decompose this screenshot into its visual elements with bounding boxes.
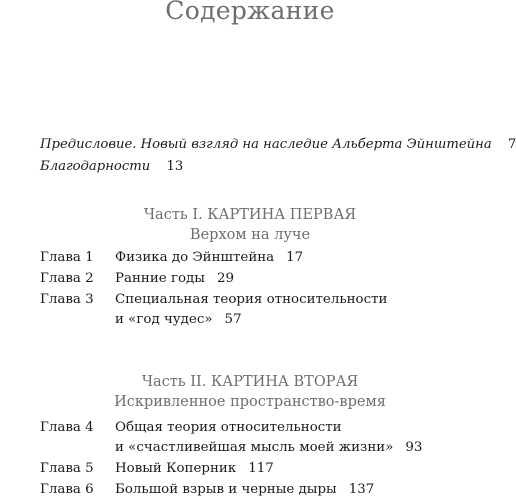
chapter-title-continuation: и «счастливейшая мысль моей жизни» [115,440,394,455]
chapter-title: Общая теория относительности [115,420,342,435]
page-number: 137 [348,482,375,497]
page-number: 13 [166,159,184,174]
page-number: 29 [216,271,234,286]
part-heading [0,372,500,412]
page-number: 17 [286,250,304,265]
page-number: 117 [248,461,274,476]
page-number: 93 [405,440,423,455]
chapter-title: Большой взрыв и черные дыры [115,482,337,497]
part-label: Часть II. КАРТИНА ВТОРАЯ [141,374,359,390]
chapter-title-continuation: и «год чудес» [115,312,213,327]
page-title: Содержание [165,0,335,25]
part-subtitle: Искривленное пространство-время [114,394,386,410]
chapter-label: Глава 2 [40,271,94,286]
chapter-title: Специальная теория относительности [115,292,388,307]
chapter-title: Новый Коперник [115,461,237,476]
chapter-label: Глава 1 [40,250,94,265]
chapter-label: Глава 5 [40,461,94,476]
page-number: 7 [507,137,516,152]
front-matter-title: Предисловие. Новый взгляд на наследие Альберта Эйнштейна [40,137,492,152]
page-number: 57 [224,312,242,327]
chapter-label: Глава 4 [40,420,94,435]
part-label: Часть I. КАРТИНА ПЕРВАЯ [143,207,357,223]
chapter-title: Физика до Эйнштейна [115,250,275,265]
chapter-title: Ранние годы [115,271,205,286]
front-matter-title: Благодарности [40,159,151,174]
part-subtitle: Верхом на луче [189,227,311,243]
chapter-label: Глава 3 [40,292,94,307]
front-matter-item [40,137,516,152]
front-matter-item [40,159,183,174]
part-heading [0,205,500,245]
chapter-label: Глава 6 [40,482,94,497]
